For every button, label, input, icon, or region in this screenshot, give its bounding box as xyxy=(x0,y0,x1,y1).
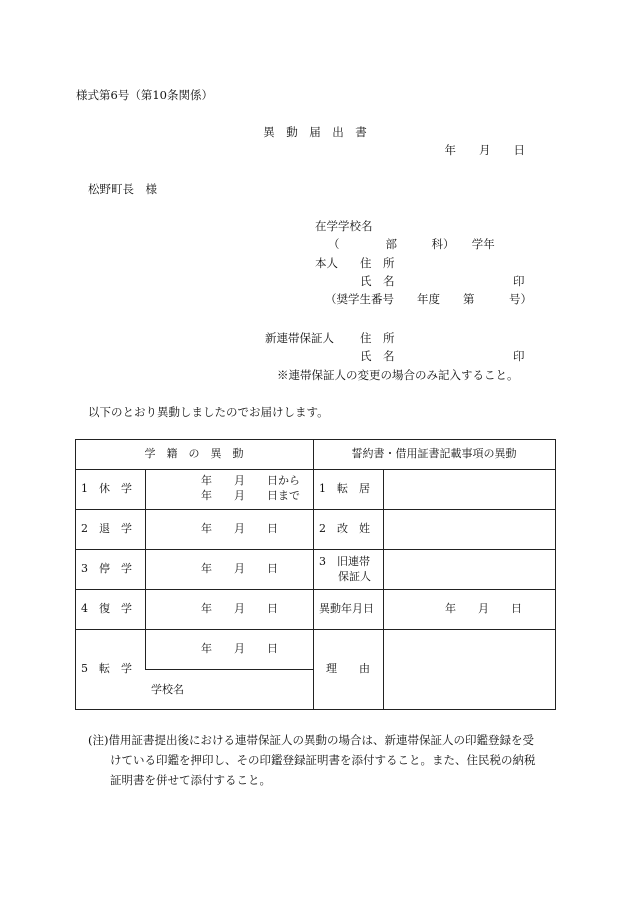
table-line xyxy=(75,439,555,440)
school-name-cell-label: 学校名 xyxy=(151,683,184,696)
school-name-label: 在学学校名 xyxy=(315,219,373,233)
row-label-leave: 1 休 学 xyxy=(81,482,132,495)
table-line xyxy=(383,469,384,709)
table-line xyxy=(555,439,556,709)
leave-from-date: 年 月 日から xyxy=(201,474,300,487)
table-line xyxy=(75,509,555,510)
row-label-move: 1 転 居 xyxy=(319,482,370,495)
row-label-transfer: 5 転 学 xyxy=(81,662,132,675)
guarantor-note: ※連帯保証人の変更の場合のみ記入すること。 xyxy=(277,368,519,382)
table-line xyxy=(145,469,146,669)
return-date: 年 月 日 xyxy=(201,602,278,615)
school-department-line: （ 部 科） 学年 xyxy=(328,237,495,251)
student-label: 本人 xyxy=(315,256,338,270)
table-line xyxy=(145,669,313,670)
table-line xyxy=(75,589,555,590)
change-date-label: 異動年月日 xyxy=(319,602,374,615)
guarantor-address-label: 住 所 xyxy=(360,331,395,345)
table-line xyxy=(75,709,556,710)
scholarship-number-line: （奨学生番号 年度 第 号） xyxy=(325,292,532,306)
table-line xyxy=(75,629,555,630)
change-table xyxy=(75,439,555,709)
guarantor-name-label: 氏 名 xyxy=(360,349,395,363)
student-seal: 印 xyxy=(513,274,525,288)
table-line xyxy=(75,549,555,550)
transfer-date: 年 月 日 xyxy=(201,642,278,655)
row-label-return: 4 復 学 xyxy=(81,602,132,615)
change-date-value: 年 月 日 xyxy=(445,602,522,615)
row-label-withdrawal: 2 退 学 xyxy=(81,522,132,535)
guarantor-seal: 印 xyxy=(513,349,525,363)
withdrawal-date: 年 月 日 xyxy=(201,522,278,535)
addressee: 松野町長 様 xyxy=(88,182,157,196)
intro-text: 以下のとおり異動しましたのでお届けします。 xyxy=(88,405,329,419)
leave-to-date: 年 月 日まで xyxy=(201,489,300,502)
document-title: 異 動 届 出 書 xyxy=(263,125,367,139)
new-guarantor-label: 新連帯保証人 xyxy=(265,331,334,345)
student-address-label: 住 所 xyxy=(360,256,395,270)
row-label-name-change: 2 改 姓 xyxy=(319,522,370,535)
student-name-label: 氏 名 xyxy=(360,274,395,288)
suspension-date: 年 月 日 xyxy=(201,562,278,575)
reason-label: 理 由 xyxy=(326,662,370,675)
note-line-1: (注)借用証書提出後における連帯保証人の異動の場合は、新連帯保証人の印鑑登録を受 xyxy=(88,733,534,747)
note-line-2: けている印鑑を押印し、その印鑑登録証明書を添付すること。また、住民税の納税 xyxy=(110,753,536,767)
right-header: 誓約書・借用証書記載事項の異動 xyxy=(351,447,517,460)
row-label-former-guarantor-2: 保証人 xyxy=(338,570,371,583)
left-header: 学 籍 の 異 動 xyxy=(144,447,244,460)
row-label-suspension: 3 停 学 xyxy=(81,562,132,575)
note-line-3: 証明書を併せて添付すること。 xyxy=(110,773,271,787)
form-number: 様式第6号（第10条関係） xyxy=(76,88,213,102)
row-label-former-guarantor: 3 旧連帯 xyxy=(319,555,370,568)
table-line xyxy=(75,439,76,709)
table-line xyxy=(75,469,555,470)
submission-date: 年 月 日 xyxy=(444,143,525,157)
